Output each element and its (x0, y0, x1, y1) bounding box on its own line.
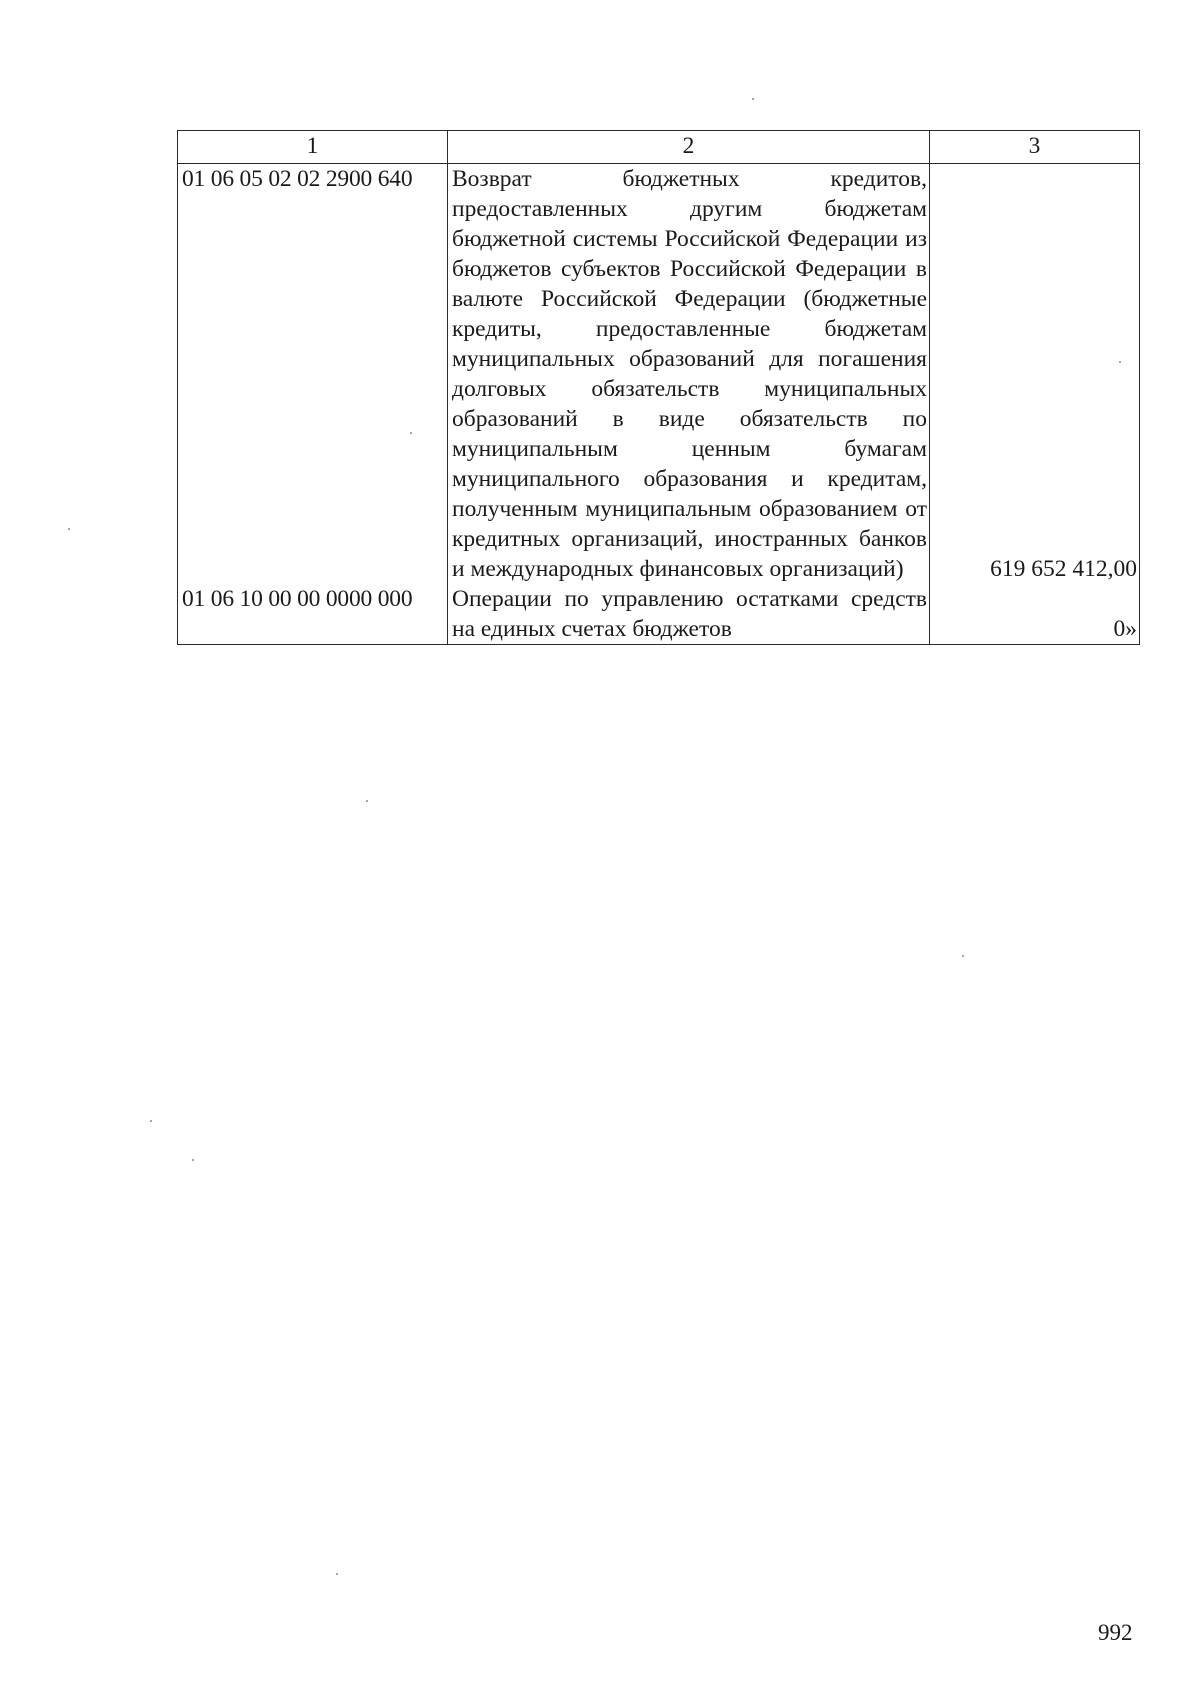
table-header-row (178, 131, 1140, 164)
budget-code-cell: 01 06 10 00 00 0000 000 (178, 584, 448, 645)
table-row (178, 164, 1140, 585)
scan-speck (150, 1120, 152, 1122)
budget-sources-table (177, 130, 1140, 645)
scan-speck (962, 955, 964, 957)
table-row (178, 584, 1140, 645)
description-cell: Операции по управлению остатками средств на единых счетах бюджетов (448, 584, 930, 645)
budget-code-cell: 01 06 05 02 02 2900 640 (178, 164, 448, 585)
scan-speck (192, 1159, 194, 1161)
amount-cell: 619 652 412,00 (930, 164, 1140, 585)
description-cell: Возврат бюджетных кредитов, предоставленных другим бюджетам бюджетной системы Российской Федерации из бюджетов субъектов Российской Федерации в валюте Российской Федерации (бюджетные кредиты, предоставленные бюджетам муниципальных образований для погашения долговых обязательств муниципальных образований в виде обязательств по муниципальным ценным бумагам муниципального образования и кредитам, полученным муниципальным образованием от кредитных организаций, иностранных банков и международных финансовых организаций) (448, 164, 930, 585)
scan-speck (336, 1573, 338, 1575)
amount-cell: 0» (930, 584, 1140, 645)
scan-speck (752, 98, 754, 100)
scan-speck (1119, 361, 1121, 363)
scan-speck (68, 528, 70, 530)
scan-speck (366, 800, 368, 802)
scan-speck (410, 432, 412, 434)
column-header-2: 2 (448, 131, 930, 164)
column-header-1: 1 (178, 131, 448, 164)
page-number: 992 (1098, 1620, 1133, 1645)
column-header-3: 3 (930, 131, 1140, 164)
